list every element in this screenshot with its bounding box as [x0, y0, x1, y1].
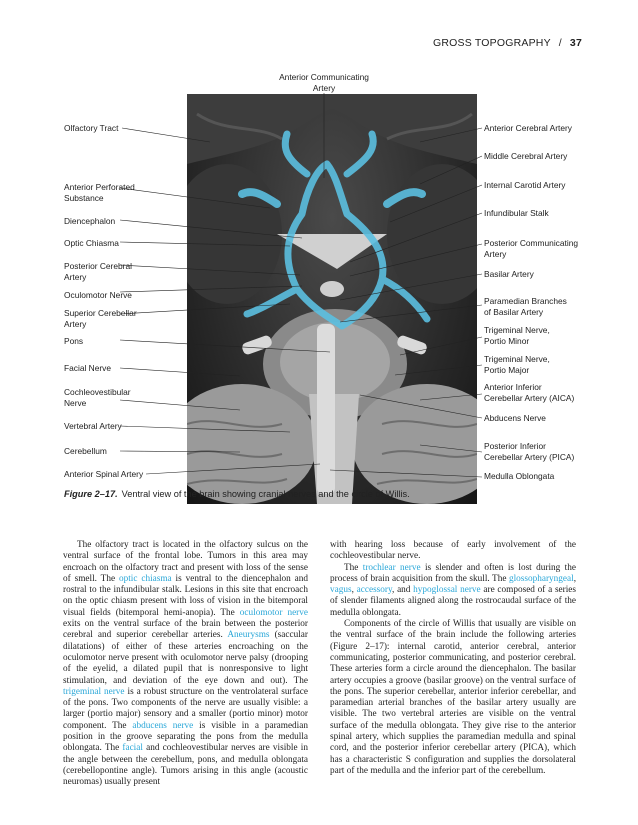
running-header — [433, 37, 582, 49]
label-optic-chiasma: Optic Chiasma — [64, 238, 119, 248]
term-trigeminal-nerve: trigeminal nerve — [63, 686, 125, 697]
label-trigeminal-portio-major: Trigeminal Nerve, Portio Major — [484, 354, 550, 375]
term-abducens-nerve: abducens nerve — [132, 720, 194, 731]
label-pons: Pons — [64, 336, 84, 346]
figure-number: Figure 2–17. — [64, 489, 118, 499]
label-anterior-communicating-artery: Anterior Communicating Artery — [279, 72, 369, 93]
label-superior-cerebellar-artery: Superior Cerebellar Artery — [64, 308, 137, 329]
label-cochleovestibular-nerve: Cochleovestibular Nerve — [64, 387, 131, 408]
term-vagus: vagus — [330, 585, 352, 596]
label-posterior-cerebral-artery: Posterior Cerebral Artery — [64, 261, 132, 282]
label-oculomotor-nerve: Oculomotor Nerve — [64, 290, 132, 300]
label-anterior-cerebral-artery: Anterior Cerebral Artery — [484, 123, 572, 133]
header-separator: / — [558, 37, 562, 49]
term-optic-chiasma: optic chiasma — [118, 573, 172, 584]
term-trochlear-nerve: trochlear nerve — [362, 562, 421, 573]
label-posterior-communicating-artery: Posterior Communicating Artery — [484, 238, 579, 259]
body-column-left — [63, 540, 308, 789]
paragraph: Components of the circle of Willis that usually are visible on the ventral surface of the brain include the following arteries (Figure 2–17): internal carotid, anterior cerebral, anterior communicating, posterior communicating, and posterior cerebral. These arteries form a circle around the diencephalon. The basilar artery occupies a groove (basilar groove) on the ventral surface of the pons. The superior cerebellar, anterior inferior cerebellar, and paramedian arterial branches of the basilar artery usually are visible. The two vertebral arteries are visible on the ventral surface of the medulla oblongata. They give rise to the anterior spinal artery, which supplies the paramedian medulla and spinal cord, and the posterior inferior cerebellar artery (PICA), which has a characteristic S configuration and supplies the dorsolateral part of the medulla and the inferior part of the cerebellum. — [330, 619, 576, 776]
page-number: 37 — [569, 37, 582, 49]
figure-caption — [64, 489, 410, 499]
brain-figure — [0, 60, 638, 500]
term-oculomotor-nerve: oculomotor nerve — [239, 607, 308, 618]
label-cerebellum: Cerebellum — [64, 446, 107, 456]
section-title: GROSS TOPOGRAPHY — [433, 37, 551, 49]
label-aica: Anterior Inferior Cerebellar Artery (AICA) — [484, 382, 575, 403]
figure-caption-text: Ventral view of the brain showing cranial nerves and the circle of Willis. — [121, 489, 410, 499]
term-accessory: accessory — [356, 585, 393, 596]
label-middle-cerebral-artery: Middle Cerebral Artery — [484, 151, 568, 161]
label-facial-nerve: Facial Nerve — [64, 363, 112, 373]
body-column-right — [330, 540, 576, 777]
label-abducens-nerve: Abducens Nerve — [484, 413, 546, 423]
label-diencephalon: Diencephalon — [64, 216, 116, 226]
paragraph: with hearing loss because of early involvement of the cochleovestibular nerve. — [330, 540, 576, 562]
term-glossopharyngeal: glossopharyngeal — [508, 573, 574, 584]
label-vertebral-artery: Vertebral Artery — [64, 421, 122, 431]
label-pica: Posterior Inferior Cerebellar Artery (PICA) — [484, 441, 575, 462]
brain-photograph — [187, 94, 477, 504]
label-trigeminal-portio-minor: Trigeminal Nerve, Portio Minor — [484, 325, 550, 346]
term-aneurysms: Aneurysms — [227, 630, 270, 641]
label-infundibular-stalk: Infundibular Stalk — [484, 208, 549, 218]
label-internal-carotid-artery: Internal Carotid Artery — [484, 180, 566, 190]
label-olfactory-tract: Olfactory Tract — [64, 123, 119, 133]
label-medulla-oblongata: Medulla Oblongata — [484, 471, 555, 481]
label-basilar-artery: Basilar Artery — [484, 269, 534, 279]
term-hypoglossal-nerve: hypoglossal nerve — [413, 585, 481, 596]
label-anterior-spinal-artery: Anterior Spinal Artery — [64, 469, 144, 479]
label-paramedian-branches: Paramedian Branches of Basilar Artery — [484, 296, 567, 317]
label-anterior-perforated-substance: Anterior Perforated Substance — [64, 182, 135, 203]
term-facial: facial — [122, 743, 143, 754]
paragraph: The olfactory tract is located in the olfactory sulcus on the ventral surface of the frontal lobe. Tumors in this area may encroach on the olfactory tract and present with loss of the sense of smell. The optic chiasma is ventral to the diencephalon and rostral to the infundibular stalk. Lesions in this site that encroach on the optic chiasm present with loss of vision in the bitemporal visual fields (bitemporal hemi-anopia). The oculomotor nerve exits on the ventral surface of the brain between the posterior cerebral and superior cerebellar arteries. Aneurysms (saccular dilatations) of either of these arteries encroaching on the oculomotor nerve present with oculomotor nerve palsy (drooping of the eyelid, a dilated pupil that is nonresponsive to light stimulation, and deviation of the eye down and out). The trigeminal nerve is a robust structure on the ventrolateral surface of the pons. Two components of the nerve are usually visible: a larger (portio major) sensory and a smaller (portio minor) motor component. The abducens nerve is visible in a paramedian position in the groove separating the pons from the medulla oblongata. The facial and cochleovestibular nerves are visible in the angle between the cerebellum, pons, and medulla oblongata (cerebellopontine angle). Tumors arising in this angle (acoustic neuromas) usually present — [63, 540, 309, 788]
paragraph: The trochlear nerve is slender and often is lost during the process of brain acquisition from the skull. The glossopharyngeal, vagus, accessory, and hypoglossal nerve are composed of a series of slender filaments aligned along the rostrocaudal surface of the medulla oblongata. — [330, 562, 577, 618]
